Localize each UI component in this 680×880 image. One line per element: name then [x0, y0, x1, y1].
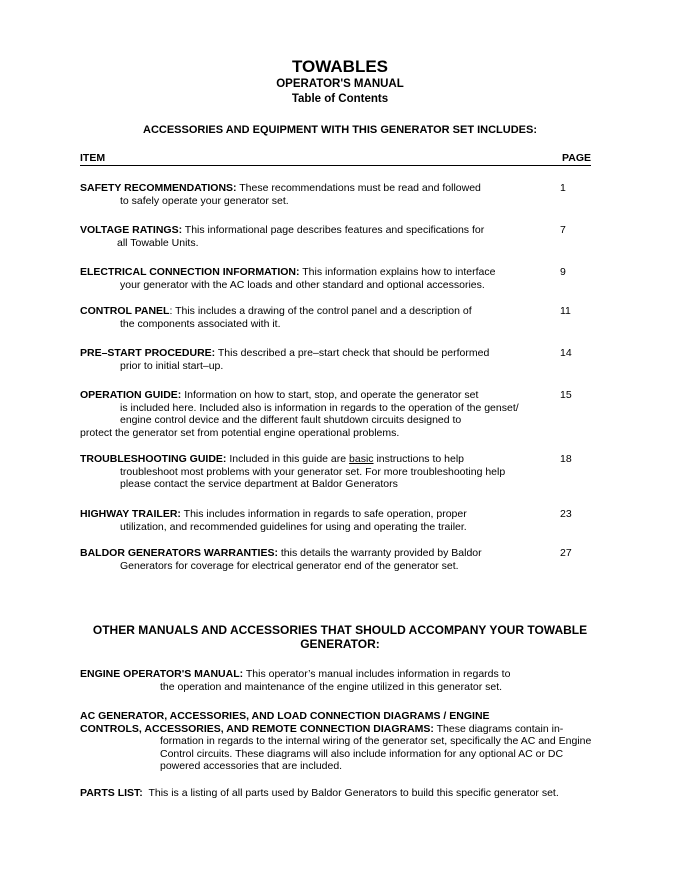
toc-entry-continuation: the components associated with it.: [120, 317, 281, 330]
toc-page-number: 14: [560, 347, 572, 359]
engine-manual-entry: [80, 668, 592, 693]
toc-entry-continuation: all Towable Units.: [117, 236, 199, 249]
item-column-label: ITEM: [80, 152, 106, 164]
document-subtitle: OPERATOR'S MANUAL: [276, 78, 404, 90]
toc-entry-label: SAFETY RECOMMENDATIONS:: [80, 182, 237, 194]
engine-manual-label: ENGINE OPERATOR'S MANUAL:: [80, 668, 244, 680]
toc-entry-continuation: Generators for coverage for electrical generator end of the generator set.: [120, 559, 459, 572]
toc-entry-continuation: utilization, and recommended guidelines for using and operating the trailer.: [120, 520, 467, 533]
toc-entry-continuation: protect the generator set from potential engine operational problems.: [80, 426, 400, 439]
includes-heading: ACCESSORIES AND EQUIPMENT WITH THIS GENERATOR SET INCLUDES:: [143, 124, 537, 136]
toc-page-number: 11: [560, 305, 571, 317]
toc-entry: [80, 453, 525, 491]
toc-entry-text: This includes information in regards to safe operation, proper: [180, 508, 467, 520]
toc-entry-text: Information on how to start, stop, and operate the generator set: [181, 389, 479, 401]
toc-entry: [80, 547, 525, 572]
toc-page-number: 9: [560, 266, 566, 278]
parts-list-label: PARTS LIST:: [80, 787, 143, 799]
column-header: [80, 152, 591, 166]
toc-entry: [80, 389, 540, 439]
toc-page-number: 23: [560, 508, 572, 520]
diagrams-label-line1: AC GENERATOR, ACCESSORIES, AND LOAD CONNECTION DIAGRAMS / ENGINE: [80, 710, 490, 722]
diagrams-label-line2: CONTROLS, ACCESSORIES, AND REMOTE CONNECTION DIAGRAMS:: [80, 722, 434, 735]
toc-entry-text: Included in this guide are: [226, 453, 350, 465]
page-column-label: PAGE: [562, 152, 591, 164]
toc-entry-continuation: your generator with the AC loads and other standard and optional accessories.: [120, 278, 485, 291]
diagrams-entry: [80, 710, 592, 773]
toc-page-number: 27: [560, 547, 572, 559]
toc-page-number: 18: [560, 453, 572, 465]
toc-entry-continuation: troubleshoot most problems with your generator set. For more troubleshooting help please contact the service department at Baldor Generators: [120, 465, 506, 491]
toc-entry: [80, 347, 525, 372]
toc-entry-label: ELECTRICAL CONNECTION INFORMATION:: [80, 266, 300, 278]
toc-page-number: 1: [560, 182, 566, 194]
table-of-contents-heading: Table of Contents: [291, 93, 389, 105]
toc-entry-label: CONTROL PANEL: [80, 305, 170, 317]
parts-list-text: This is a listing of all parts used by Baldor Generators to build this specific generator set.: [142, 787, 559, 799]
toc-entry: [80, 266, 525, 291]
toc-entry-text: instructions to help: [373, 453, 464, 465]
toc-page-number: 7: [560, 224, 566, 236]
document-title: TOWABLES: [291, 57, 389, 76]
diagrams-continuation: formation in regards to the internal wiring of the generator set, specifically the AC and Engine Control circuits. These diagrams will also include information for any optional AC or DC powered accessories that are included.: [160, 735, 592, 773]
toc-entry-label: PRE–START PROCEDURE:: [80, 347, 216, 359]
toc-entry-text: : This includes a drawing of the control panel and a description of: [169, 305, 472, 317]
toc-entry-emphasis: basic: [349, 453, 374, 465]
engine-manual-text: This operator’s manual includes information in regards to: [243, 668, 511, 680]
toc-entry-text: These recommendations must be read and followed: [236, 182, 481, 194]
parts-list-entry: [80, 787, 592, 800]
other-manuals-heading: OTHER MANUALS AND ACCESSORIES THAT SHOULD ACCOMPANY YOUR TOWABLE GENERATOR:: [92, 623, 588, 651]
toc-page-number: 15: [560, 389, 572, 401]
toc-entry-text: this details the warranty provided by Baldor: [277, 547, 482, 559]
toc-entry: [80, 305, 525, 330]
toc-entry: [80, 508, 525, 533]
toc-entry-continuation: to safely operate your generator set.: [120, 194, 289, 207]
toc-entry-continuation: is included here. Included also is information in regards to the operation of the genset/ engine control device and the different fault shutdown circuits designed to: [120, 401, 519, 427]
toc-entry: [80, 224, 525, 249]
toc-entry-label: OPERATION GUIDE:: [80, 389, 182, 401]
toc-entry: [80, 182, 525, 207]
toc-entry-text: This informational page describes features and specifications for: [182, 224, 485, 236]
toc-entry-label: VOLTAGE RATINGS:: [80, 224, 183, 236]
toc-entry-label: BALDOR GENERATORS WARRANTIES:: [80, 547, 278, 559]
engine-manual-continuation: the operation and maintenance of the engine utilized in this generator set.: [160, 680, 503, 693]
toc-entry-text: This described a pre–start check that should be performed: [215, 347, 490, 359]
toc-entry-label: TROUBLESHOOTING GUIDE:: [80, 453, 227, 465]
toc-entry-text: This information explains how to interface: [299, 266, 496, 278]
toc-entry-continuation: prior to initial start–up.: [120, 359, 224, 372]
toc-entry-label: HIGHWAY TRAILER:: [80, 508, 181, 520]
diagrams-text: These diagrams contain in-: [433, 722, 564, 735]
